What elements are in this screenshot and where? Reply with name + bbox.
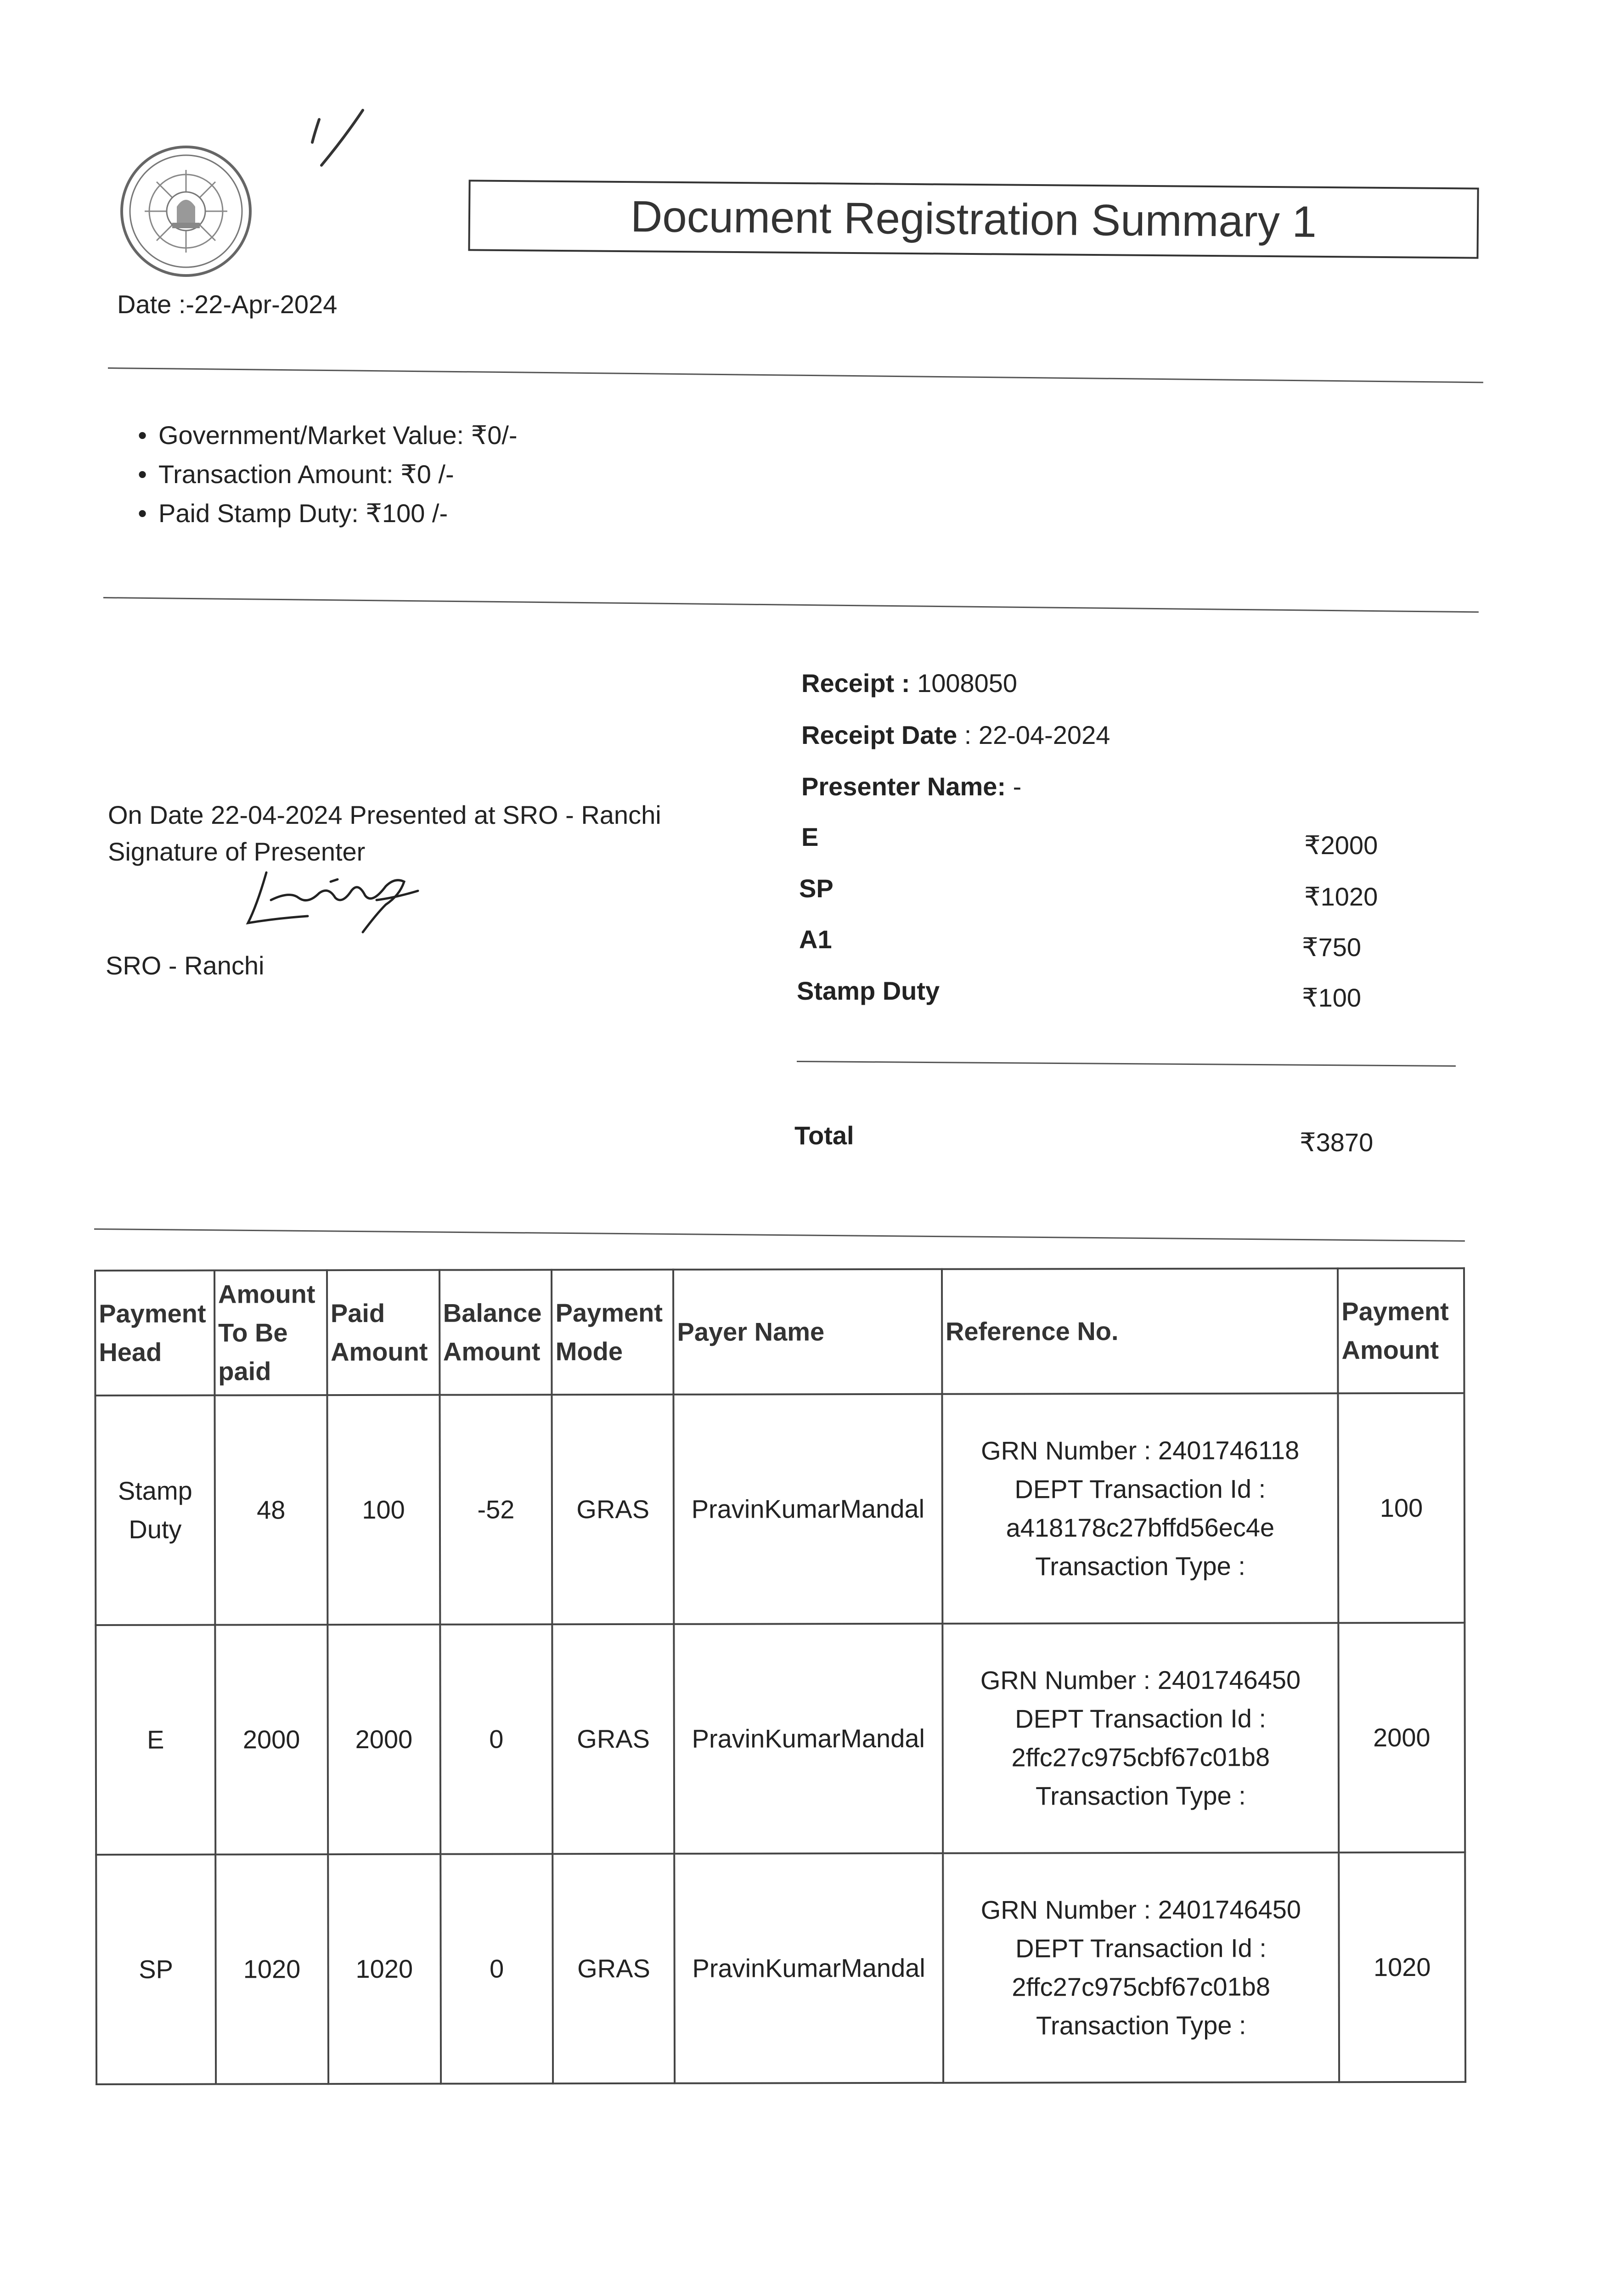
payments-table bbox=[94, 1267, 1466, 2085]
total-label: Total bbox=[794, 1121, 854, 1150]
dept-transaction-label: DEPT Transaction Id : bbox=[1014, 1474, 1266, 1504]
receipt-date-label: Receipt Date bbox=[801, 720, 957, 749]
cell-amount-to-be-paid: 48 bbox=[214, 1395, 327, 1625]
fee-amount-e: ₹2000 bbox=[1304, 831, 1378, 860]
column-header: Payment Head bbox=[95, 1271, 214, 1396]
cell-payment-amount: 2000 bbox=[1339, 1623, 1465, 1852]
presenter-signature-icon bbox=[239, 854, 459, 946]
list-item: • Transaction Amount: ₹0 /- bbox=[158, 455, 518, 494]
cell-amount-to-be-paid: 1020 bbox=[215, 1854, 328, 2084]
cell-payment-amount: 100 bbox=[1338, 1393, 1465, 1623]
fee-label-stamp-duty: Stamp Duty bbox=[797, 976, 940, 1005]
transaction-type: Transaction Type : bbox=[1035, 1551, 1245, 1581]
government-seal-icon bbox=[117, 142, 255, 280]
cell-payment-head: SP bbox=[96, 1855, 216, 2084]
fee-amount-sp: ₹1020 bbox=[1304, 882, 1378, 911]
cell-reference-no bbox=[943, 1852, 1339, 2083]
cell-payer-name: PravinKumarMandal bbox=[674, 1624, 943, 1854]
dept-transaction-label: DEPT Transaction Id : bbox=[1015, 1933, 1267, 1963]
cell-amount-to-be-paid: 2000 bbox=[215, 1625, 328, 1854]
fee-amount-stamp-duty: ₹100 bbox=[1302, 983, 1362, 1012]
column-header: Payment Mode bbox=[552, 1270, 673, 1395]
cell-payer-name: PravinKumarMandal bbox=[674, 1394, 942, 1624]
table-row bbox=[96, 1852, 1465, 2084]
fee-amount-a1: ₹750 bbox=[1302, 933, 1362, 962]
total-amount: ₹3870 bbox=[1300, 1128, 1374, 1157]
transaction-type: Transaction Type : bbox=[1036, 1781, 1246, 1811]
cell-reference-no bbox=[942, 1623, 1339, 1853]
grn-number: GRN Number : 2401746450 bbox=[980, 1665, 1301, 1695]
document-title-box bbox=[468, 180, 1479, 259]
column-header: Reference No. bbox=[942, 1268, 1338, 1394]
presentation-line: On Date 22-04-2024 Presented at SRO - Ranchi bbox=[108, 800, 661, 829]
column-header: Payment Amount bbox=[1338, 1268, 1464, 1393]
cell-paid-amount: 2000 bbox=[327, 1625, 440, 1854]
cell-payment-head: E bbox=[96, 1625, 215, 1855]
list-item: • Government/Market Value: ₹0/- bbox=[158, 416, 518, 455]
cell-balance-amount: 0 bbox=[440, 1854, 553, 2083]
dept-transaction-id: a418178c27bffd56ec4e bbox=[1006, 1513, 1275, 1542]
cell-payment-head: Stamp Duty bbox=[95, 1396, 215, 1625]
presenter-label: Presenter Name: bbox=[801, 772, 1006, 801]
value-summary-list bbox=[158, 416, 518, 533]
grn-number: GRN Number : 2401746118 bbox=[980, 1435, 1300, 1465]
column-header: Balance Amount bbox=[439, 1270, 552, 1395]
divider bbox=[108, 367, 1483, 383]
cell-reference-no bbox=[942, 1393, 1338, 1624]
dept-transaction-label: DEPT Transaction Id : bbox=[1015, 1704, 1267, 1733]
table-header-row bbox=[95, 1268, 1464, 1396]
sro-name: SRO - Ranchi bbox=[106, 951, 265, 980]
presenter-value: - bbox=[1013, 772, 1022, 801]
table-row bbox=[96, 1623, 1465, 1855]
cell-paid-amount: 1020 bbox=[328, 1854, 441, 2084]
table-row bbox=[95, 1393, 1464, 1625]
document-title: Document Registration Summary 1 bbox=[630, 191, 1317, 247]
cell-payment-mode: GRAS bbox=[552, 1624, 675, 1854]
cell-balance-amount: -52 bbox=[439, 1395, 552, 1624]
divider bbox=[797, 1061, 1456, 1067]
cell-balance-amount: 0 bbox=[440, 1624, 553, 1854]
fee-label-sp: SP bbox=[799, 874, 834, 903]
receipt-date-value: : 22-04-2024 bbox=[964, 720, 1110, 749]
receipt-value: 1008050 bbox=[917, 669, 1018, 698]
receipt-number bbox=[801, 668, 1017, 698]
cell-payer-name: PravinKumarMandal bbox=[674, 1853, 943, 2083]
presenter-name bbox=[801, 771, 1021, 801]
divider bbox=[103, 597, 1479, 613]
fee-label-e: E bbox=[801, 822, 819, 851]
cell-payment-mode: GRAS bbox=[552, 1395, 674, 1624]
signature-caption: Signature of Presenter bbox=[108, 837, 366, 866]
cell-paid-amount: 100 bbox=[327, 1395, 440, 1625]
grn-number: GRN Number : 2401746450 bbox=[980, 1895, 1301, 1925]
dept-transaction-id: 2ffc27c975cbf67c01b8 bbox=[1012, 1972, 1270, 2002]
column-header: Amount To Be paid bbox=[214, 1270, 327, 1395]
dept-transaction-id: 2ffc27c975cbf67c01b8 bbox=[1011, 1742, 1270, 1772]
column-header: Paid Amount bbox=[327, 1270, 439, 1395]
receipt-label: Receipt : bbox=[801, 669, 910, 698]
fee-label-a1: A1 bbox=[799, 925, 832, 954]
receipt-date bbox=[801, 720, 1110, 750]
document-date: Date :-22-Apr-2024 bbox=[117, 290, 338, 319]
column-header: Payer Name bbox=[673, 1269, 942, 1395]
divider bbox=[94, 1228, 1465, 1242]
handwritten-mark-icon bbox=[298, 106, 372, 179]
transaction-type: Transaction Type : bbox=[1036, 2010, 1246, 2040]
cell-payment-amount: 1020 bbox=[1339, 1852, 1465, 2082]
cell-payment-mode: GRAS bbox=[553, 1854, 675, 2083]
list-item: • Paid Stamp Duty: ₹100 /- bbox=[158, 494, 518, 533]
